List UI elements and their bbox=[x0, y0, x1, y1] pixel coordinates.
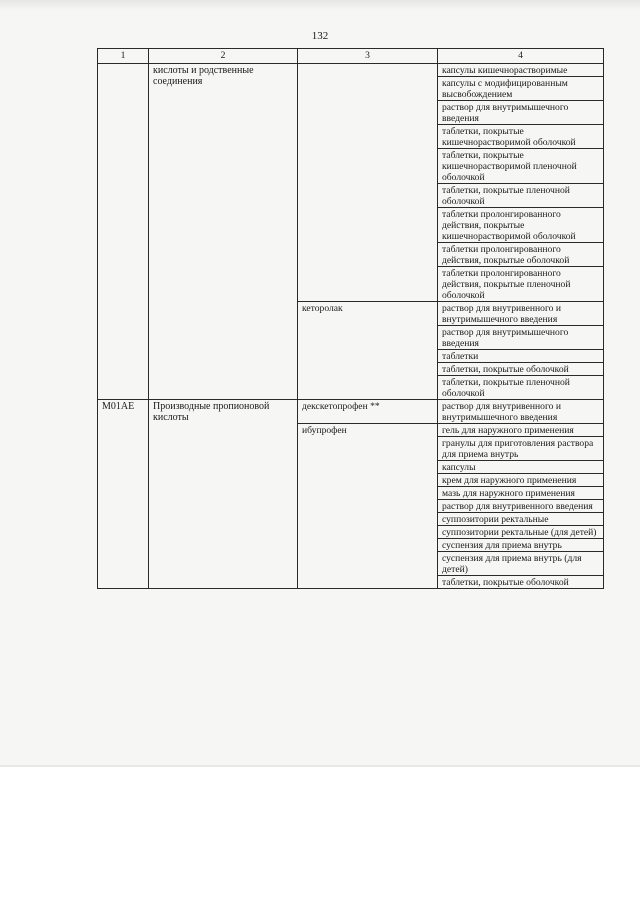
dosage-form-cell: таблетки, покрытые пленочной оболочкой bbox=[438, 184, 604, 208]
dosage-form-cell: таблетки, покрытые пленочной оболочкой bbox=[438, 376, 604, 400]
dosage-form-cell: капсулы с модифицированным высвобождением bbox=[438, 77, 604, 101]
header-row bbox=[98, 49, 604, 64]
dosage-form-cell: капсулы bbox=[438, 461, 604, 474]
table-row bbox=[98, 400, 604, 424]
drug-name-cell: кеторолак bbox=[298, 302, 438, 400]
dosage-form-cell: суппозитории ректальные bbox=[438, 513, 604, 526]
drug-name-cell: ибупрофен bbox=[298, 424, 438, 589]
group-name-cell: Производные пропионовой кислоты bbox=[149, 400, 298, 589]
drug-table bbox=[97, 48, 604, 589]
table-row bbox=[98, 64, 604, 77]
drug-name-cell: декскетопрофен ** bbox=[298, 400, 438, 424]
header-col-3: 3 bbox=[298, 49, 438, 64]
dosage-form-cell: суспензия для приема внутрь (для детей) bbox=[438, 552, 604, 576]
header-col-1: 1 bbox=[98, 49, 149, 64]
dosage-form-cell: крем для наружного применения bbox=[438, 474, 604, 487]
header-col-2: 2 bbox=[149, 49, 298, 64]
dosage-form-cell: таблетки, покрытые кишечнорастворимой оболочкой bbox=[438, 125, 604, 149]
dosage-form-cell: таблетки пролонгированного действия, покрытые оболочкой bbox=[438, 243, 604, 267]
dosage-form-cell: раствор для внутримышечного введения bbox=[438, 326, 604, 350]
dosage-form-cell: раствор для внутривенного и внутримышечного введения bbox=[438, 400, 604, 424]
group-name-cell: кислоты и родственные соединения bbox=[149, 64, 298, 400]
atc-code-cell bbox=[98, 64, 149, 400]
scan-edge-shadow bbox=[0, 0, 640, 10]
dosage-form-cell: раствор для внутривенного введения bbox=[438, 500, 604, 513]
dosage-form-cell: таблетки bbox=[438, 350, 604, 363]
dosage-form-cell: раствор для внутривенного и внутримышечного введения bbox=[438, 302, 604, 326]
table-body bbox=[98, 64, 604, 589]
dosage-form-cell: таблетки пролонгированного действия, покрытые пленочной оболочкой bbox=[438, 267, 604, 302]
dosage-form-cell: суспензия для приема внутрь bbox=[438, 539, 604, 552]
dosage-form-cell: капсулы кишечнорастворимые bbox=[438, 64, 604, 77]
drug-name-cell bbox=[298, 64, 438, 302]
dosage-form-cell: мазь для наружного применения bbox=[438, 487, 604, 500]
dosage-form-cell: суппозитории ректальные (для детей) bbox=[438, 526, 604, 539]
page-number: 132 bbox=[311, 30, 329, 42]
dosage-form-cell: таблетки, покрытые оболочкой bbox=[438, 363, 604, 376]
dosage-form-cell: таблетки, покрытые кишечнорастворимой пленочной оболочкой bbox=[438, 149, 604, 184]
header-col-4: 4 bbox=[438, 49, 604, 64]
dosage-form-cell: раствор для внутримышечного введения bbox=[438, 101, 604, 125]
atc-code-cell: M01AE bbox=[98, 400, 149, 589]
dosage-form-cell: таблетки пролонгированного действия, покрытые кишечнорастворимой оболочкой bbox=[438, 208, 604, 243]
dosage-form-cell: гранулы для приготовления раствора для приема внутрь bbox=[438, 437, 604, 461]
dosage-form-cell: таблетки, покрытые оболочкой bbox=[438, 576, 604, 589]
dosage-form-cell: гель для наружного применения bbox=[438, 424, 604, 437]
